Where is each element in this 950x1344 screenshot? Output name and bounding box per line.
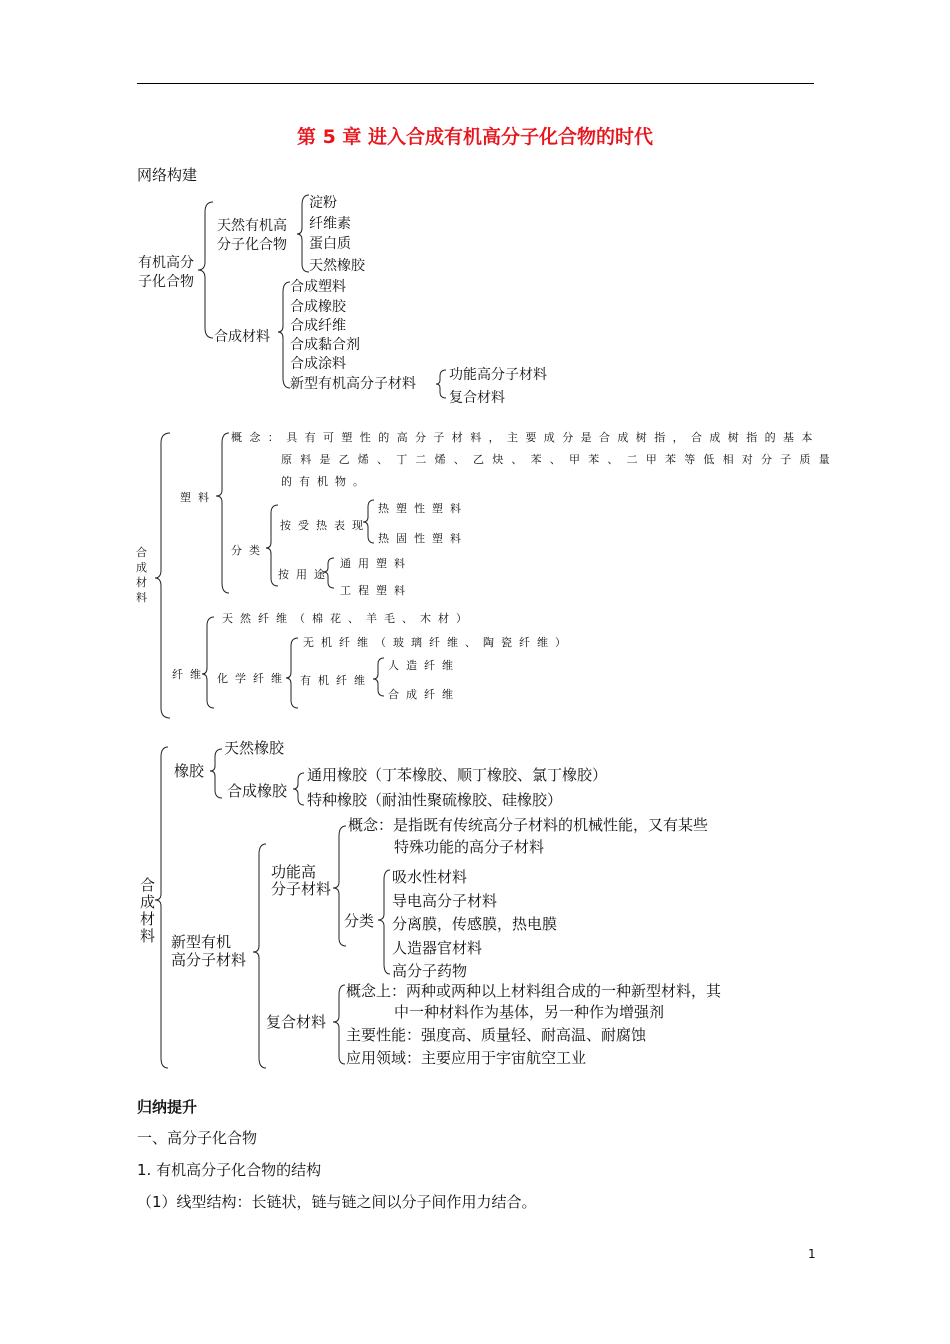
d3-comp-concept-2: 中一种材料作为基体，另一种作为增强剂 [394, 1003, 665, 1021]
list-item: 新型有机高分子材料 [290, 376, 416, 392]
heading-1: 一、高分子化合物 [137, 1129, 258, 1147]
list-item: 分离膜，传感膜，热电膜 [392, 915, 558, 933]
d3-func-concept-2: 特殊功能的高分子材料 [394, 838, 545, 856]
list-item: 功能高分子材料 [449, 367, 547, 383]
d1-synthetic-items [290, 278, 416, 394]
d2-plastic: 塑料 [180, 491, 216, 504]
d3-rubber: 橡胶 [174, 762, 205, 780]
d3-comp-application: 应用领域：主要应用于宇宙航空工业 [346, 1049, 587, 1067]
d3-func-items [392, 866, 557, 984]
list-item: 合成黏合剂 [290, 337, 360, 353]
list-item: 天然橡胶 [309, 258, 365, 274]
list-item: 合成涂料 [290, 356, 346, 372]
d3-functional: 功能高 分子材料 [271, 863, 332, 898]
d1-new-items [449, 366, 547, 408]
list-item: 导电高分子材料 [392, 891, 498, 910]
list-item: 淀粉 [309, 195, 337, 211]
d3-new-material: 新型有机 高分子材料 [171, 933, 247, 969]
d3-comp-performance: 主要性能：强度高、质量轻、耐高温、耐腐蚀 [346, 1026, 647, 1044]
d3-root: 合 成 材 料 [140, 876, 156, 945]
d1-synthetic: 合成材料 [214, 329, 270, 345]
d1-natural-items [309, 194, 365, 276]
d2-inorganic-fiber: 无机纤维（玻璃纤维、陶瓷纤维） [303, 636, 573, 649]
list-item: 高分子药物 [392, 962, 468, 980]
list-item: 人造器官材料 [392, 938, 483, 957]
d2-chemical-fiber: 化学纤维 [217, 672, 289, 685]
list-item: 合成纤维 [290, 318, 346, 334]
d2-concept-3: 的有机物。 [281, 475, 371, 488]
page-title: 第 5 章 进入合成有机高分子化合物的时代 [296, 126, 654, 148]
list-item: 纤维素 [309, 216, 351, 232]
d2-organic-item: 人造纤维 [388, 659, 460, 672]
section-summary: 归纳提升 [137, 1098, 198, 1116]
d2-organic-item: 合成纤维 [388, 688, 460, 701]
d2-organic-fiber: 有机纤维 [300, 674, 372, 687]
d3-natural-rubber: 天然橡胶 [224, 739, 285, 757]
d3-special-rubber: 特种橡胶（耐油性聚硫橡胶、硅橡胶） [307, 791, 563, 809]
d3-composite: 复合材料 [266, 1013, 327, 1031]
d2-use-item: 通用塑料 [340, 557, 412, 570]
d2-fiber: 纤维 [172, 668, 208, 681]
page-number: 1 [808, 1247, 816, 1261]
d3-func-classify: 分类 [344, 912, 375, 930]
d3-func-concept: 概念：是指既有传统高分子材料的机械性能，又有某些 [348, 816, 709, 834]
d2-root: 合成材料 [136, 546, 147, 604]
d2-concept-2: 原料是乙烯、丁二烯、乙炔、苯、甲苯、二甲苯等低相对分子质量 [281, 453, 838, 466]
d2-natural-fiber: 天然纤维（棉花、羊毛、木材） [222, 612, 474, 625]
header-rule [137, 83, 814, 84]
d2-heat-item: 热塑性塑料 [378, 502, 468, 515]
list-item: 吸水性材料 [392, 868, 468, 886]
d1-natural: 天然有机高 分子化合物 [217, 218, 287, 253]
paragraph-1: （1）线型结构：长链状，链与链之间以分子间作用力结合。 [137, 1193, 537, 1211]
d3-comp-concept: 概念上：两种或两种以上材料组合成的一种新型材料，其 [346, 982, 722, 1000]
d1-root: 有机高分 子化合物 [138, 255, 194, 290]
d2-heat-item: 热固性塑料 [378, 532, 468, 545]
d2-by-use: 按用途 [278, 568, 332, 581]
d3-synthetic-rubber: 合成橡胶 [227, 782, 288, 800]
list-item: 合成橡胶 [290, 299, 346, 315]
section-network: 网络构建 [137, 166, 198, 184]
list-item: 复合材料 [449, 390, 505, 406]
d2-by-heat: 按受热表现 [280, 519, 370, 532]
d2-concept: 概念：具有可塑性的高分子材料，主要成分是合成树指，合成树指的基本 [231, 431, 820, 444]
heading-2: 1. 有机高分子化合物的结构 [137, 1161, 322, 1179]
list-item: 蛋白质 [309, 236, 351, 252]
list-item: 合成塑料 [290, 279, 346, 295]
d3-general-rubber: 通用橡胶（丁苯橡胶、顺丁橡胶、氯丁橡胶） [307, 766, 608, 784]
d2-classify: 分类 [231, 544, 267, 557]
d2-use-item: 工程塑料 [340, 584, 412, 597]
